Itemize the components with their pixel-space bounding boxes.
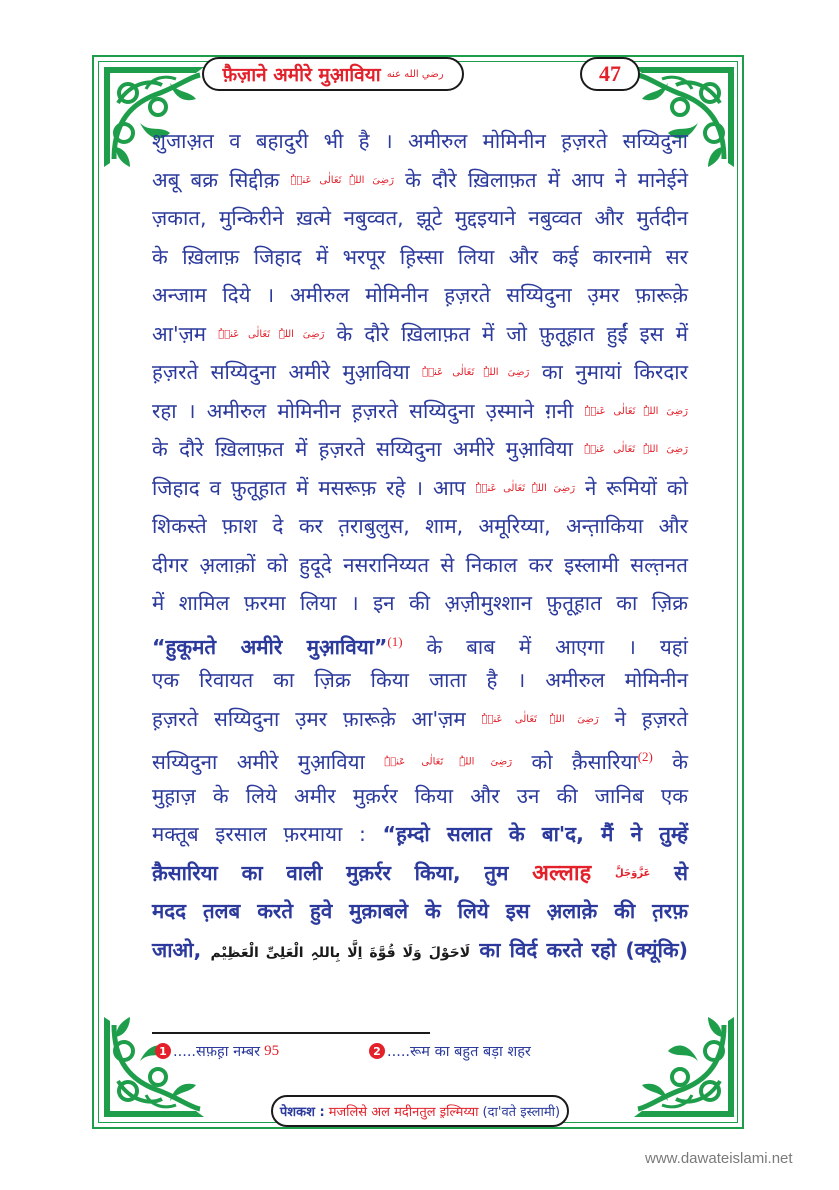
page-number: 47 xyxy=(599,61,621,86)
footnote-ref-1[interactable]: (1) xyxy=(387,633,403,649)
organization-name: (दा'वते इस्लामी) xyxy=(482,1105,561,1120)
honorific-icon: رَضِیَ اللہُ تَعَالٰی عَنۡہُ xyxy=(475,482,576,494)
text-line: रहा । अमीरुल मोमिनीन ह़ज़रते सय्यिदुना उ़स्माने ग़नी رَضِیَ اللہُ تَعَالٰی عَنۡہُ xyxy=(152,398,688,423)
text-line: ह़ज़रते सय्यिदुना उ़मर फ़ारूक़े आ'ज़म رَضِیَ اللہُ تَعَالٰی عَنۡہُ ने ह़ज़रते xyxy=(152,706,688,731)
text-line: मक्तूब इरसाल फ़रमाया : “ह़म्दो सलात के बा'द, मैं ने तुम्हें xyxy=(152,822,688,846)
honorific-icon: رَضِیَ اللہُ تَعَالٰی عَنۡہُ xyxy=(584,443,688,455)
footnote-2: 2 .....रूम का बहुत बड़ा शहर xyxy=(369,1041,531,1061)
text-line: जिहाद व फ़ुतूह़ात में मसरूफ़ रहे । आप رَضِیَ اللہُ تَعَالٰی عَنۡہُ ने रूमियों को xyxy=(152,475,688,500)
honorific-icon: رَضِیَ اللہُ تَعَالٰی عَنۡہُ xyxy=(422,366,530,378)
text-line: ज़कात, मुन्किरीने ख़त्मे नबुव्वत, झूटे मुद्दइयाने नबुव्वत और मुर्तदीन xyxy=(152,206,688,230)
honorific-icon: رَضِیَ اللہُ تَعَالٰی عَنۡہُ xyxy=(384,756,513,768)
text-line: ह़ज़रते सय्यिदुना अमीरे मुआ़विया رَضِیَ اللہُ تَعَالٰی عَنۡہُ का नुमायां किरदार xyxy=(152,360,688,384)
honorific-icon: رَضِیَ اللہُ تَعَالٰی عَنۡہُ xyxy=(481,713,599,725)
footnote-divider xyxy=(152,1032,430,1034)
publisher-name: मजलिसे अल मदीनतुल इ़ल्मिय्या xyxy=(328,1105,479,1120)
honorific-icon: رَضِیَ اللہُ تَعَالٰی عَنۡہُ xyxy=(584,405,688,417)
body-text xyxy=(152,122,688,969)
text-line: जाओ, لَاحَوْلَ وَلَا قُوَّةَ اِلَّا بِاللہِ الْعَلِیِّ الْعَظِیْم का विर्द करते रहो (क्यूंकि) xyxy=(152,937,688,962)
honorific-icon: رَضِیَ اللہُ تَعَالٰی عَنۡہُ xyxy=(290,174,394,186)
text-line: के ख़िलाफ़ जिहाद में भरपूर ह़िस्सा लिया और कई कारनामे सर xyxy=(152,244,688,269)
text-line: शुजाअ़त व बहादुरी भी है । अमीरुल मोमिनीन ह़ज़रते सय्यिदुना xyxy=(152,129,688,153)
allah-calligraphy: अल्लाह xyxy=(532,860,592,886)
text-line: क़ैसारिया का वाली मुक़र्रर किया, तुम अल्लाह عَزَّوَجَلَّ से xyxy=(152,860,689,886)
publisher-footer xyxy=(271,1095,569,1127)
book-title-header xyxy=(202,57,464,91)
text-line: एक रिवायत का ज़िक्र किया जाता है । अमीरुल मोमिनीन xyxy=(152,668,688,692)
text-line: अन्जाम दिये । अमीरुल मोमिनीन ह़ज़रते सय्यिदुना उ़मर फ़ारूक़े xyxy=(152,283,688,307)
text-line: में शामिल फ़रमा लिया । इन की अ़ज़ीमुश्शान फ़ुतूह़ात का ज़िक्र xyxy=(152,591,688,615)
quote-text: “ह़म्दो सलात के बा'द, मैं ने तुम्हें xyxy=(382,822,688,846)
chapter-reference: “हुकूमते अमीरे मुआ़विया” xyxy=(152,634,388,659)
text-line: दीगर अ़लाक़ों को हुदूदे नसरानिय्यत से निकाल कर इस्लामी सल्त़नत xyxy=(152,552,688,577)
footnote-1: 1 .....सफ़ह़ा नम्बर 95 xyxy=(155,1041,279,1061)
honorific-icon: رَضِیَ اللہُ تَعَالٰی عَنۡہُ xyxy=(218,328,325,340)
honorific-icon: رضي الله عنه xyxy=(386,68,444,80)
text-line: अबू बक्र सिद्दीक़ رَضِیَ اللہُ تَعَالٰی عَنۡہُ के दौरे ख़िलाफ़त में आप ने मानेईने xyxy=(152,167,688,192)
text-line: मुह़ाज़ के लिये अमीर मुक़र्रर किया और उन की जानिब एक xyxy=(152,783,688,808)
website-url[interactable]: www.dawateislami.net xyxy=(645,1150,793,1167)
footnotes xyxy=(152,1041,652,1067)
book-title: फ़ैज़ाने अमीरे मुआ़विया xyxy=(222,64,381,86)
text-line: आ'ज़म رَضِیَ اللہُ تَعَالٰی عَنۡہُ के दौरे ख़िलाफ़त में जो फ़ुतूह़ात हुईं इस में xyxy=(152,321,688,346)
arabic-phrase: لَاحَوْلَ وَلَا قُوَّةَ اِلَّا بِاللہِ الْعَلِیِّ الْعَظِیْم xyxy=(210,944,471,961)
footnote-page-number: 95 xyxy=(264,1042,280,1059)
text-line: शिकस्ते फ़ाश दे कर त़राबुलुस, शाम, अमूरिय्या, अन्त़ाकिया और xyxy=(152,514,688,538)
honorific-icon: عَزَّوَجَلَّ xyxy=(614,867,651,879)
text-line: मदद त़लब करते हुवे मुक़ाबले के लिये इस अ़लाक़े की त़रफ़ xyxy=(152,899,688,923)
text-line: सय्यिदुना अमीरे मुआ़विया رَضِیَ اللہُ تَعَالٰی عَنۡہُ को क़ैसारिया$^{(2)}$ के xyxy=(152,749,689,774)
footnote-marker-icon: 1 xyxy=(155,1043,171,1059)
text-line: के दौरे ख़िलाफ़त में ह़ज़रते सय्यिदुना अमीरे मुआ़विया رَضِیَ اللہُ تَعَالٰی عَنۡہُ xyxy=(152,437,688,461)
text-line: “हुकूमते अमीरे मुआ़विया”$^{(1)}$ के बाब में आएगा । यहां xyxy=(152,633,688,659)
footnote-marker-icon: 2 xyxy=(369,1043,385,1059)
footer-label: पेशकश : xyxy=(279,1105,325,1120)
footnote-ref-2[interactable]: (2) xyxy=(637,749,653,764)
page-number-badge xyxy=(580,57,640,91)
